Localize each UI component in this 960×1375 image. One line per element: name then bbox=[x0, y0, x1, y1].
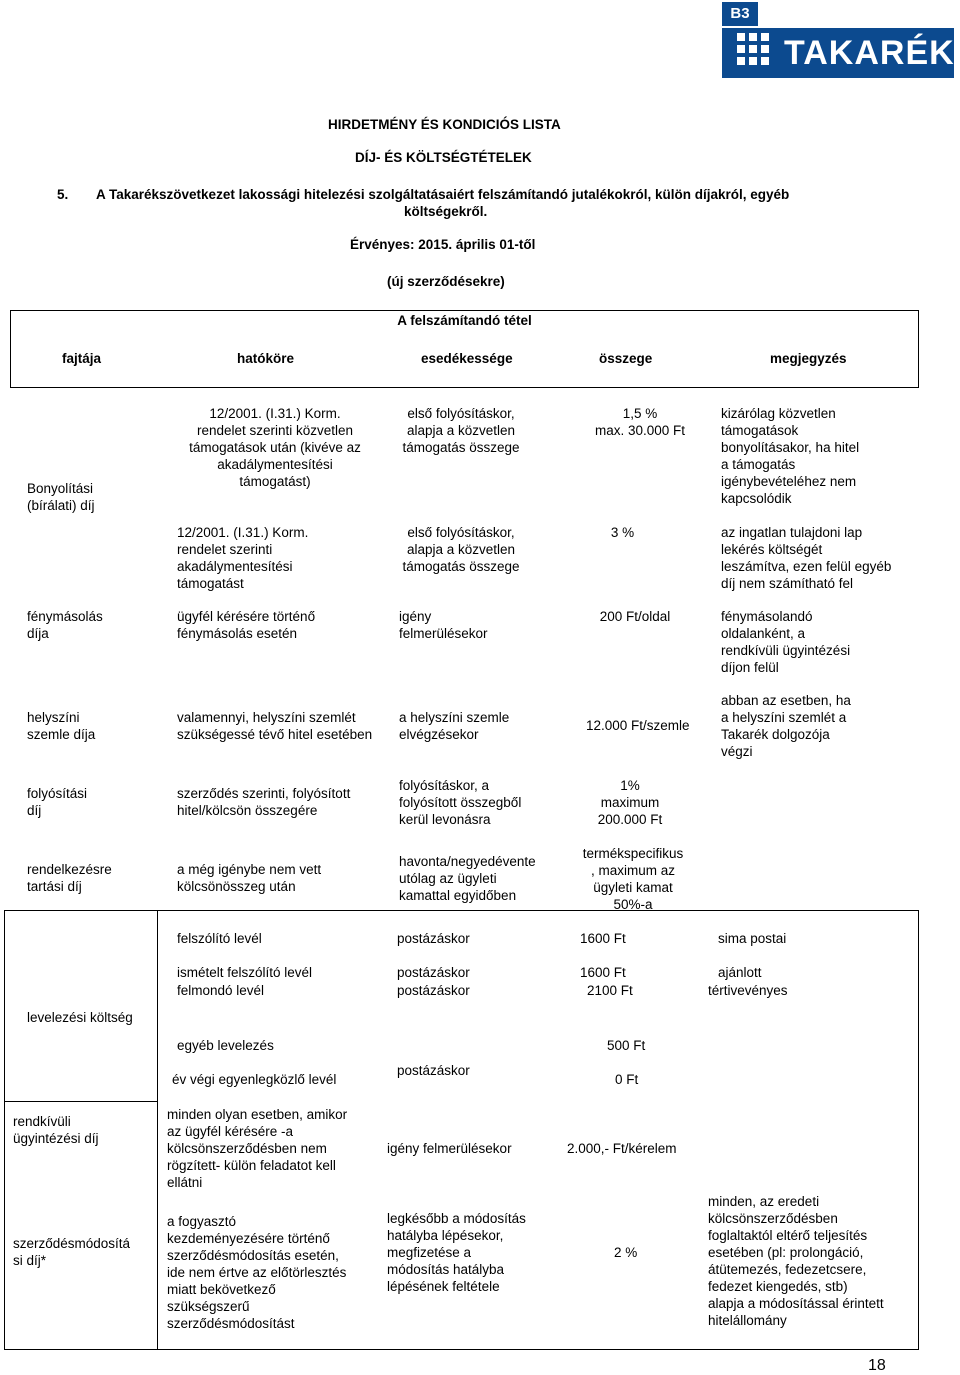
row-label-szerzodesmod: szerződésmódosítá si díj* bbox=[13, 1236, 131, 1268]
row-label-rendelkezesre: rendelkezésre tartási díj bbox=[27, 862, 112, 894]
bonyolitasi-amount-2: 3 % bbox=[610, 525, 635, 540]
fenymasolas-note: fénymásolandó oldalanként, a rendkívüli ügyintézési díjon felül bbox=[721, 609, 851, 675]
levelezesi-amount-5: 0 Ft bbox=[615, 1072, 639, 1087]
group-header: A felszámítandó tétel bbox=[397, 313, 532, 328]
levelezesi-amount-1: 1600 Ft bbox=[580, 931, 626, 946]
row-label-helyszini: helyszíni szemle díja bbox=[27, 710, 96, 742]
rendkivuli-due: igény felmerülésekor bbox=[387, 1141, 512, 1156]
bonyolitasi-due-1: első folyósításkor, alapja a közvetlen támogatás összege bbox=[402, 406, 520, 455]
logo-mark-icon bbox=[737, 33, 777, 73]
rendelkezesre-due: havonta/negyedévente utólag az ügyleti kamattal egyidőben bbox=[399, 854, 536, 903]
doc-title: HIRDETMÉNY ÉS KONDICIÓS LISTA bbox=[328, 117, 561, 132]
section-title-line2: költségekről. bbox=[404, 204, 488, 219]
levelezesi-amount-2: 1600 Ft bbox=[580, 965, 626, 980]
levelezesi-due-3: postázáskor bbox=[397, 983, 470, 998]
row-label-bonyolitasi: Bonyolítási (bírálati) díj bbox=[27, 481, 95, 513]
col-header-scope: hatóköre bbox=[237, 351, 295, 366]
row-label-fenymasolas: fénymásolás díja bbox=[27, 609, 103, 641]
fenymasolas-amount: 200 Ft/oldal bbox=[599, 609, 671, 624]
logo-wordmark: TAKARÉK bbox=[784, 34, 955, 72]
levelezesi-due-1: postázáskor bbox=[397, 931, 470, 946]
col-header-note: megjegyzés bbox=[770, 351, 847, 366]
levelezesi-item-2: ismételt felszólító levél bbox=[177, 965, 313, 980]
row-label-rendkivuli: rendkívüli ügyintézési díj bbox=[13, 1114, 99, 1146]
levelezesi-item-5: év végi egyenlegközlő levél bbox=[172, 1072, 337, 1087]
folyositasi-scope: szerződés szerinti, folyósított hitel/kölcsön összegére bbox=[177, 786, 351, 818]
helyszini-note: abban az esetben, ha a helyszíni szemlét a Takarék dolgozója végzi bbox=[721, 693, 851, 759]
helyszini-scope: valamennyi, helyszíni szemlét szükségessé tévő hitel esetében bbox=[177, 710, 373, 742]
helyszini-due: a helyszíni szemle elvégzésekor bbox=[399, 710, 510, 742]
levelezesi-item-1: felszólító levél bbox=[177, 931, 262, 946]
levelezesi-note-2: ajánlott bbox=[718, 965, 762, 980]
validity-date: Érvényes: 2015. április 01-től bbox=[350, 237, 536, 252]
rendkivuli-scope: minden olyan esetben, amikor az ügyfél kérésére -a kölcsönszerződésben nem rögzített- külön feladatot kell ellátni bbox=[167, 1107, 348, 1190]
szerzodesmod-scope: a fogyasztó kezdeményezésére történő szerződésmódosítás esetén, ide nem értve az előtörlesztés miatt bekövetkező szükségszerű szerződésmódosítást bbox=[167, 1214, 347, 1331]
col-header-due: esedékessége bbox=[421, 351, 513, 366]
col-header-amount: összege bbox=[599, 351, 653, 366]
logo-b3: B3 bbox=[722, 2, 758, 26]
levelezesi-note-1: sima postai bbox=[718, 931, 787, 946]
levelezesi-shared-due: postázáskor bbox=[397, 1063, 470, 1078]
szerzodesmod-due: legkésőbb a módosítás hatályba lépésekor, megfizetése a módosítás hatályba lépésének feltétele bbox=[387, 1211, 526, 1294]
rendkivuli-amount: 2.000,- Ft/kérelem bbox=[567, 1141, 677, 1156]
fenymasolas-due: igény felmerülésekor bbox=[399, 609, 488, 641]
bonyolitasi-note-2: az ingatlan tulajdoni lap lekérés költségét leszámítva, ezen felül egyéb díj nem számítható fel bbox=[721, 525, 892, 591]
row-label-folyositasi: folyósítási díj bbox=[27, 786, 88, 818]
szerzodesmod-note: minden, az eredeti kölcsönszerződésben foglaltaktól eltérő teljesítés esetében (pl: prolongáció, átütemezés, fedezetcsere, fedezet kiengedés, stb) alapja a módosítással érintett hitelállomány bbox=[708, 1194, 884, 1328]
doc-subtitle: DÍJ- ÉS KÖLTSÉGTÉTELEK bbox=[355, 150, 532, 165]
section-number: 5. bbox=[57, 187, 69, 202]
levelezesi-due-2: postázáskor bbox=[397, 965, 470, 980]
scope-note: (új szerződésekre) bbox=[387, 274, 505, 289]
section-title-line1: A Takarékszövetkezet lakossági hitelezési szolgáltatásaiért felszámítandó jutalékokról, külön díjakról, egyéb bbox=[96, 187, 790, 202]
rendelkezesre-scope: a még igénybe nem vett kölcsönösszeg után bbox=[177, 862, 322, 894]
levelezesi-item-3: felmondó levél bbox=[177, 983, 265, 998]
rendelkezesre-amount: termékspecifikus , maximum az ügyleti kamat 50%-a bbox=[582, 846, 684, 912]
levelezesi-amount-3: 2100 Ft bbox=[587, 983, 633, 998]
levelezesi-note-3: tértivevényes bbox=[708, 983, 788, 998]
folyositasi-due: folyósításkor, a folyósított összegből kerül levonásra bbox=[399, 778, 522, 827]
levelezesi-amount-4: 500 Ft bbox=[607, 1038, 646, 1053]
page-number: 18 bbox=[868, 1357, 886, 1374]
bonyolitasi-scope-2: 12/2001. (I.31.) Korm. rendelet szerinti akadálymentesítési támogatást bbox=[177, 525, 309, 591]
row-label-levelezesi: levelezési költség bbox=[27, 1010, 133, 1025]
szerzodesmod-amount: 2 % bbox=[614, 1245, 638, 1260]
bonyolitasi-due-2: első folyósításkor, alapja a közvetlen támogatás összege bbox=[402, 525, 520, 574]
bonyolitasi-scope-1: 12/2001. (I.31.) Korm. rendelet szerinti közvetlen támogatások után (kivéve az akadálymentesítési támogatást) bbox=[189, 406, 361, 489]
folyositasi-amount: 1% maximum 200.000 Ft bbox=[597, 778, 663, 827]
fenymasolas-scope: ügyfél kérésére történő fénymásolás esetén bbox=[177, 609, 316, 641]
bonyolitasi-note-1: kizárólag közvetlen támogatások bonyolításakor, ha hitel a támogatás igénybevételéhez nem kapcsolódik bbox=[721, 406, 860, 506]
bonyolitasi-amount-1: 1,5 % max. 30.000 Ft bbox=[594, 406, 686, 438]
levelezesi-item-4: egyéb levelezés bbox=[177, 1038, 274, 1053]
col-header-type: fajtája bbox=[62, 351, 102, 366]
helyszini-amount: 12.000 Ft/szemle bbox=[586, 718, 690, 733]
